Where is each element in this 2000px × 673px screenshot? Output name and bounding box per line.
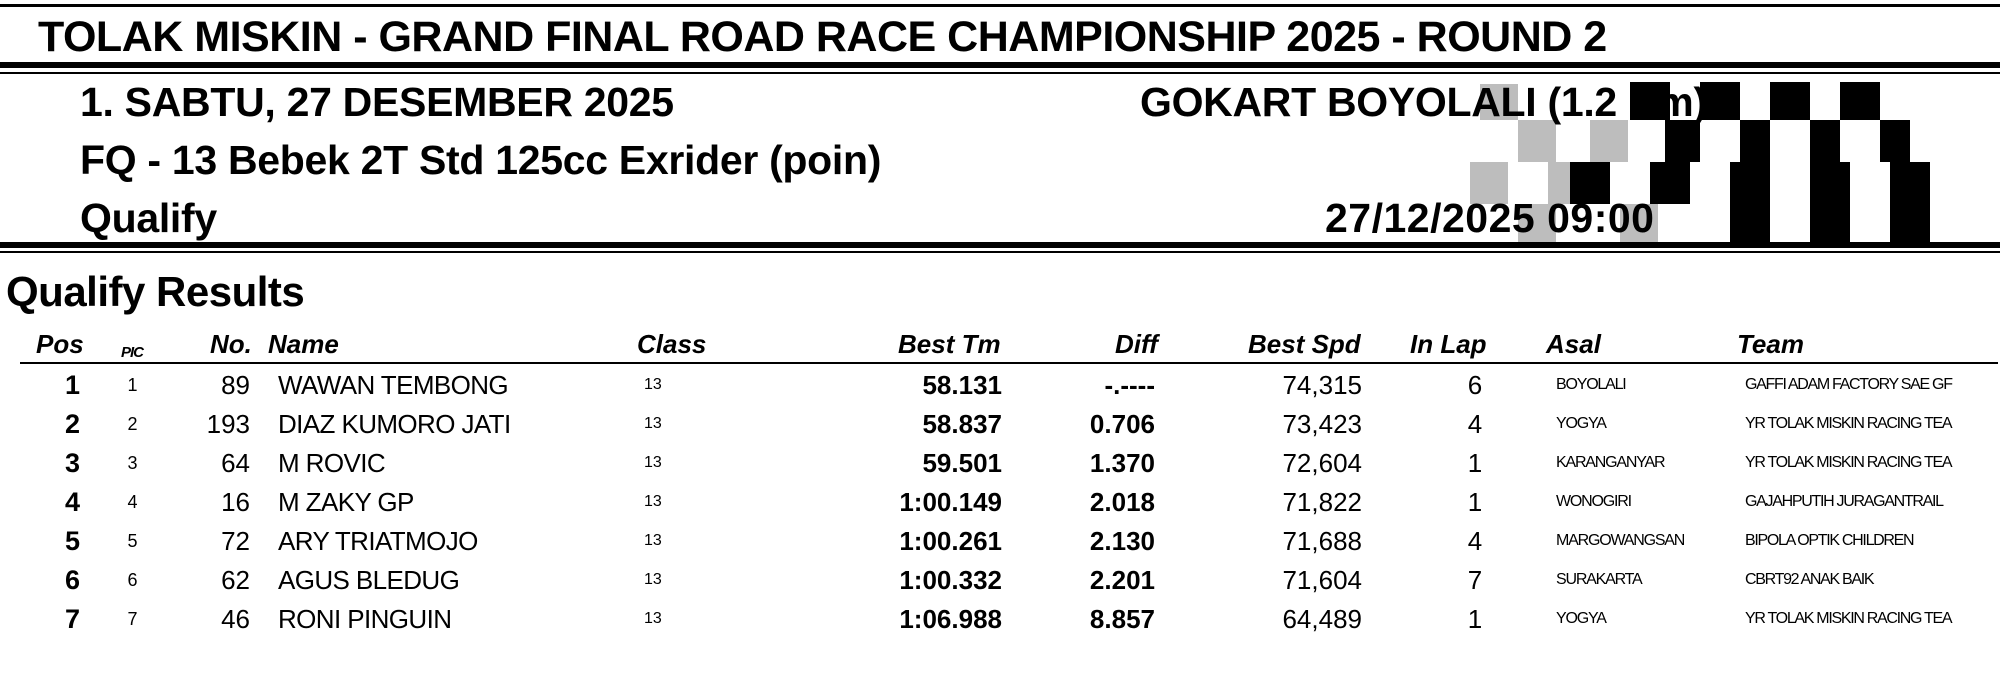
best-tm-cell: 1:06.988 (899, 604, 1002, 634)
event-date: 1. SABTU, 27 DESEMBER 2025 (80, 79, 674, 125)
in-lap-cell: 7 (1467, 565, 1483, 595)
team-cell: BIPOLA OPTIK CHILDREN (1745, 532, 1914, 549)
best-tm-cell: 58.837 (922, 409, 1002, 439)
pos-cell: 5 (64, 526, 81, 556)
top-rule (0, 4, 2000, 7)
pos-cell: 7 (64, 604, 81, 634)
col-header-diff: Diff (1115, 329, 1158, 359)
table-row (0, 483, 2000, 521)
team-cell: GAJAHPUTIH JURAGANTRAIL (1745, 493, 1943, 510)
asal-cell: BOYOLALI (1556, 376, 1626, 393)
asal-cell: KARANGANYAR (1556, 454, 1665, 471)
name-cell: ARY TRIATMOJO (278, 526, 478, 556)
name-cell: WAWAN TEMBONG (278, 370, 509, 400)
pic-cell: 3 (127, 453, 138, 473)
in-lap-cell: 1 (1467, 448, 1483, 478)
col-header-class: Class (637, 329, 707, 359)
no-cell: 62 (221, 565, 250, 595)
class-cell: 13 (644, 493, 662, 510)
no-cell: 64 (221, 448, 250, 478)
no-cell: 46 (221, 604, 250, 634)
no-cell: 193 (206, 409, 250, 439)
best-spd-cell: 74,315 (1282, 370, 1362, 400)
class-cell: 13 (644, 376, 662, 393)
best-tm-cell: 1:00.332 (899, 565, 1002, 595)
diff-cell: 2.018 (1089, 487, 1155, 517)
col-header-team: Team (1737, 329, 1804, 359)
pos-cell: 1 (64, 370, 81, 400)
pic-cell: 1 (127, 375, 138, 395)
pos-cell: 3 (64, 448, 81, 478)
in-lap-cell: 4 (1467, 526, 1483, 556)
best-spd-cell: 71,688 (1282, 526, 1362, 556)
asal-cell: WONOGIRI (1556, 493, 1631, 510)
best-tm-cell: 59.501 (922, 448, 1002, 478)
race-class: FQ - 13 Bebek 2T Std 125cc Exrider (poin) (80, 137, 882, 183)
table-row (0, 444, 2000, 482)
title-underline (0, 62, 2000, 68)
class-cell: 13 (644, 610, 662, 627)
best-tm-cell: 58.131 (922, 370, 1002, 400)
asal-cell: MARGOWANGSAN (1556, 532, 1685, 549)
pic-cell: 6 (127, 570, 138, 590)
table-row (0, 522, 2000, 560)
class-cell: 13 (644, 454, 662, 471)
table-row (0, 600, 2000, 638)
col-header-no: No. (210, 329, 252, 359)
diff-cell: 1.370 (1089, 448, 1155, 478)
table-row (0, 405, 2000, 443)
team-cell: GAFFI ADAM FACTORY SAE GF (1745, 376, 1952, 393)
section-title: Qualify Results (6, 268, 305, 315)
no-cell: 72 (221, 526, 250, 556)
in-lap-cell: 1 (1467, 604, 1483, 634)
name-cell: M ROVIC (278, 448, 386, 478)
session-datetime: 27/12/2025 09:00 (1325, 195, 1655, 241)
class-cell: 13 (644, 415, 662, 432)
name-cell: RONI PINGUIN (278, 604, 452, 634)
team-cell: YR TOLAK MISKIN RACING TEA (1745, 610, 1952, 627)
best-tm-cell: 1:00.149 (899, 487, 1002, 517)
diff-cell: 8.857 (1089, 604, 1155, 634)
pic-cell: 7 (127, 609, 138, 629)
title-underline-thin (0, 72, 2000, 74)
diff-cell: 0.706 (1089, 409, 1155, 439)
col-header-pos: Pos (36, 329, 84, 359)
best-spd-cell: 71,604 (1282, 565, 1362, 595)
asal-cell: YOGYA (1556, 415, 1606, 432)
event-venue: GOKART BOYOLALI (1.2 Km) (1140, 79, 1707, 125)
table-row (0, 561, 2000, 599)
col-header-pic: PIC (121, 344, 144, 361)
pos-cell: 6 (64, 565, 81, 595)
pic-cell: 5 (127, 531, 138, 551)
pic-cell: 2 (127, 414, 138, 434)
pic-cell: 4 (127, 492, 138, 512)
diff-cell: 2.130 (1089, 526, 1155, 556)
name-cell: AGUS BLEDUG (278, 565, 460, 595)
header-bottom-rule-thin (0, 251, 2000, 253)
name-cell: M ZAKY GP (278, 487, 414, 517)
team-cell: YR TOLAK MISKIN RACING TEA (1745, 415, 1952, 432)
col-header-best-spd: Best Spd (1248, 329, 1361, 359)
class-cell: 13 (644, 532, 662, 549)
best-tm-cell: 1:00.261 (899, 526, 1002, 556)
event-title: TOLAK MISKIN - GRAND FINAL ROAD RACE CHAMPIONSHIP 2025 - ROUND 2 (38, 13, 1607, 61)
pos-cell: 2 (64, 409, 81, 439)
col-header-asal: Asal (1546, 329, 1601, 359)
team-cell: YR TOLAK MISKIN RACING TEA (1745, 454, 1952, 471)
col-header-name: Name (268, 329, 339, 359)
session-name: Qualify (80, 195, 217, 241)
pos-cell: 4 (64, 487, 81, 517)
no-cell: 89 (221, 370, 250, 400)
class-cell: 13 (644, 571, 662, 588)
best-spd-cell: 73,423 (1282, 409, 1362, 439)
team-cell: CBRT92 ANAK BAIK (1745, 571, 1874, 588)
diff-cell: 2.201 (1089, 565, 1155, 595)
table-row (0, 366, 2000, 404)
no-cell: 16 (221, 487, 250, 517)
in-lap-cell: 1 (1467, 487, 1483, 517)
col-header-in-lap: In Lap (1410, 329, 1487, 359)
asal-cell: YOGYA (1556, 610, 1606, 627)
in-lap-cell: 6 (1467, 370, 1483, 400)
name-cell: DIAZ KUMORO JATI (278, 409, 511, 439)
best-spd-cell: 64,489 (1282, 604, 1362, 634)
diff-cell: -.---- (1104, 370, 1155, 400)
table-header-rule (20, 362, 1998, 364)
in-lap-cell: 4 (1467, 409, 1483, 439)
asal-cell: SURAKARTA (1556, 571, 1642, 588)
best-spd-cell: 72,604 (1282, 448, 1362, 478)
col-header-best-tm: Best Tm (898, 329, 1001, 359)
best-spd-cell: 71,822 (1282, 487, 1362, 517)
